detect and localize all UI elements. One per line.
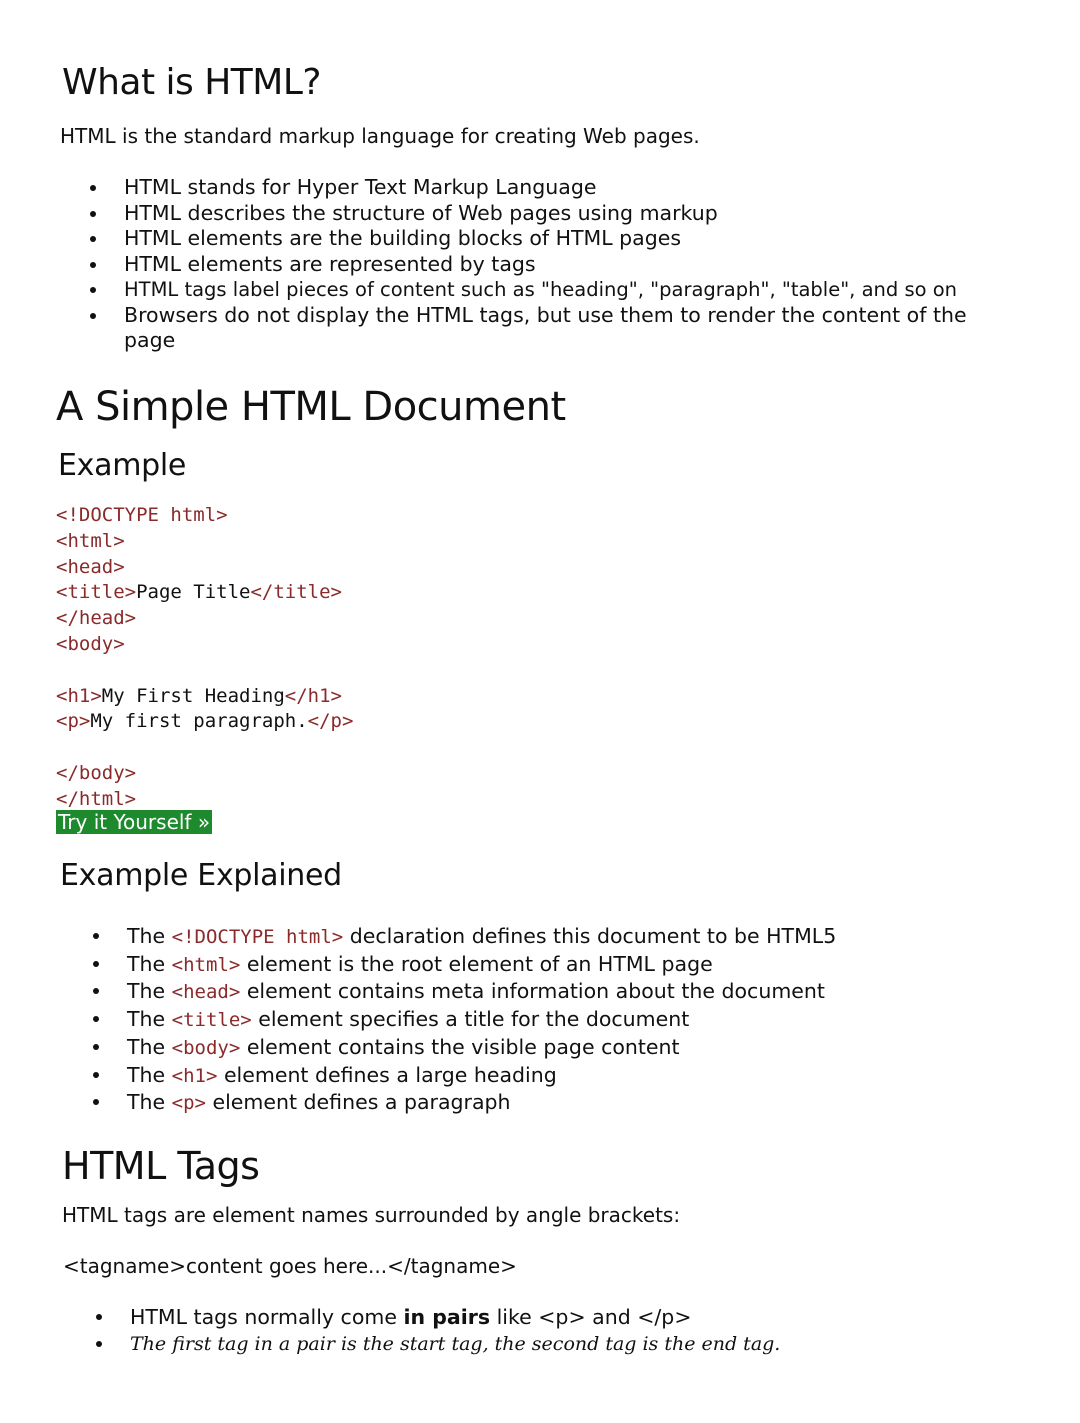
item-text: element is the root element of an HTML page (240, 951, 713, 976)
code-html-close: </html> (56, 787, 137, 810)
code-blank-line (56, 658, 353, 684)
list-item: HTML tags label pieces of content such as "heading", "paragraph", "table", and so on (124, 277, 1024, 303)
item-prefix: The (127, 1034, 172, 1059)
section-title-explained: Example Explained (60, 858, 342, 893)
item-text: element contains meta information about the document (240, 979, 825, 1004)
item-text: element contains the visible page content (240, 1034, 680, 1059)
tags-bullet-list (130, 1304, 990, 1358)
try-it-yourself-button[interactable]: Try it Yourself » (58, 810, 211, 834)
code-html-open: <html> (56, 529, 125, 552)
list-item (127, 923, 987, 951)
item-text: declaration defines this document to be HTML5 (343, 924, 837, 948)
list-item-handwritten: The first tag in a pair is the start tag, the second tag is the end tag. (130, 1331, 990, 1358)
code-title-close: </title> (250, 581, 342, 604)
inline-code: <title> (171, 1009, 252, 1032)
list-item: Browsers do not display the HTML tags, but use them to render the content of the page (124, 303, 984, 354)
item-text: element defines a paragraph (205, 1090, 511, 1115)
code-line (56, 632, 353, 658)
item-text: element defines a large heading (217, 1062, 557, 1087)
code-line (56, 761, 353, 787)
tags-syntax: <tagname>content goes here...</tagname> (63, 1254, 517, 1278)
page-title: What is HTML? (62, 62, 322, 103)
inline-code: <!DOCTYPE html> (171, 926, 344, 948)
code-line (56, 580, 353, 606)
item-prefix: The (127, 1062, 172, 1087)
item-text: element specifies a title for the document (251, 1007, 690, 1032)
code-block (56, 503, 353, 813)
item-prefix: The (127, 1090, 172, 1115)
tags-lead: HTML tags are element names surrounded by angle brackets: (62, 1203, 681, 1227)
explained-bullet-list (127, 923, 987, 1117)
intro-bullet-list (124, 175, 1024, 354)
list-item (127, 1062, 987, 1090)
list-item (127, 1034, 987, 1062)
list-item: HTML elements are the building blocks of HTML pages (124, 226, 1024, 252)
item-prefix: The (127, 979, 172, 1004)
inline-code: <head> (171, 981, 241, 1004)
code-line (56, 529, 353, 555)
code-line (56, 684, 353, 710)
code-doctype: <!DOCTYPE html> (56, 504, 228, 526)
list-item (127, 951, 987, 979)
list-item: HTML elements are represented by tags (124, 252, 1024, 278)
list-item (127, 1089, 987, 1117)
intro-lead: HTML is the standard markup language for creating Web pages. (60, 124, 700, 148)
inline-code: <html> (171, 953, 241, 976)
list-item: HTML describes the structure of Web pages using markup (124, 201, 1024, 227)
code-h1-text: My First Heading (101, 684, 285, 707)
item-prefix: The (127, 951, 172, 976)
item-emphasis: in pairs (403, 1305, 491, 1329)
code-title-text: Page Title (136, 581, 251, 604)
inline-code: <body> (171, 1036, 241, 1059)
section-title-tags: HTML Tags (62, 1144, 260, 1188)
code-body-close: </body> (56, 761, 137, 784)
code-line (56, 503, 353, 529)
code-p-close: </p> (307, 710, 354, 733)
inline-code: <h1> (171, 1064, 218, 1087)
code-p-open: <p> (56, 710, 91, 733)
code-head-close: </head> (56, 607, 137, 630)
code-blank-line (56, 735, 353, 761)
item-prefix: The (127, 924, 172, 948)
item-text: HTML tags normally come (130, 1305, 404, 1329)
code-head-open: <head> (56, 555, 125, 578)
list-item (127, 1006, 987, 1034)
list-item (127, 978, 987, 1006)
list-item (130, 1304, 990, 1331)
inline-code: <p> (171, 1092, 206, 1115)
code-line (56, 606, 353, 632)
code-line (56, 555, 353, 581)
item-prefix: The (127, 1007, 172, 1032)
example-heading: Example (58, 448, 187, 483)
code-line (56, 709, 353, 735)
code-title-open: <title> (56, 581, 137, 604)
code-h1-open: <h1> (56, 684, 102, 707)
code-h1-close: </h1> (284, 684, 342, 707)
list-item: HTML stands for Hyper Text Markup Language (124, 175, 1024, 201)
section-title-simple-doc: A Simple HTML Document (56, 384, 566, 430)
code-p-text: My first paragraph. (90, 710, 308, 733)
item-text: like <p> and </p> (490, 1305, 692, 1329)
code-line (56, 787, 353, 813)
code-body-open: <body> (56, 632, 125, 655)
